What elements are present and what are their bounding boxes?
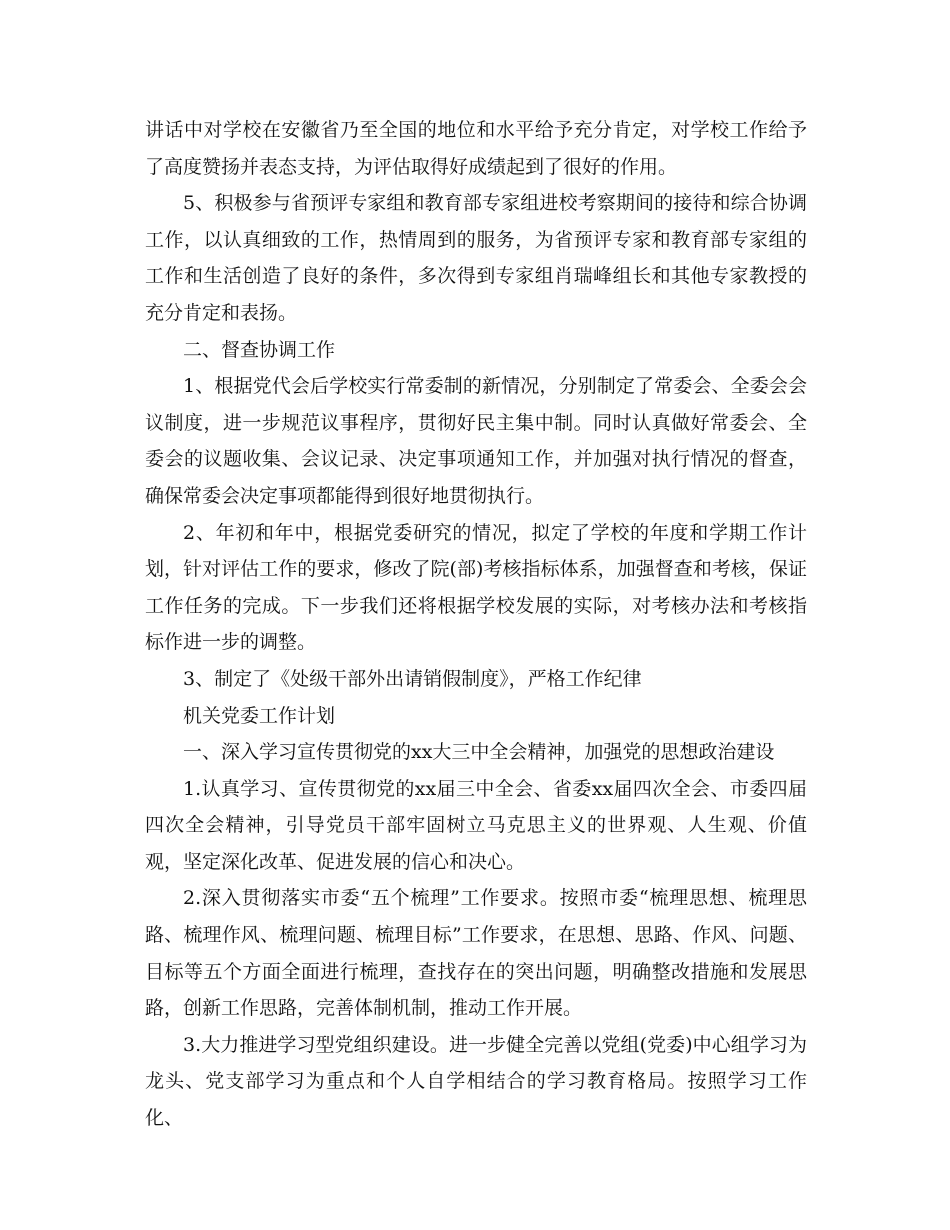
paragraph-item-2-work-plan: 2、年初和年中，根据党委研究的情况，拟定了学校的年度和学期工作计划，针对评估工作的要求，修改了院(部)考核指标体系，加强督查和考核，保证工作任务的完成。下一步我们还将根据学校发展的实际，对考核办法和考核指标作进一步的调整。 — [145, 521, 807, 654]
section-heading-study: 一、深入学习宣传贯彻党的xx大三中全会精神，加强党的思想政治建设 — [183, 741, 775, 764]
paragraph-study-3: 3.大力推进学习型党组织建设。进一步健全完善以党组(党委)中心组学习为龙头、党支部学习为重点和个人自学相结合的学习教育格局。按照学习工作化、 — [145, 1033, 807, 1130]
paragraph-continuation: 讲话中对学校在安徽省乃至全国的地位和水平给予充分肯定，对学校工作给予了高度赞扬并表态支持，为评估取得好成绩起到了很好的作用。 — [145, 119, 807, 178]
paragraph-item-3-leave-system: 3、制定了《处级干部外出请销假制度》，严格工作纪律 — [183, 667, 642, 690]
section-heading-supervision: 二、督查协调工作 — [183, 338, 336, 361]
document-section-title: 机关党委工作计划 — [183, 704, 336, 727]
paragraph-study-2: 2.深入贯彻落实市委“五个梳理”工作要求。按照市委“梳理思想、梳理思路、梳理作风、梳理问题、梳理目标”工作要求，在思想、思路、作风、问题、目标等五个方面全面进行梳理，查找存在的突出问题，明确整改措施和发展思路，创新工作思路，完善体制机制，推动工作开展。 — [145, 887, 807, 1020]
paragraph-item-1-standing-committee: 1、根据党代会后学校实行常委制的新情况，分别制定了常委会、全委会会议制度，进一步规范议事程序，贯彻好民主集中制。同时认真做好常委会、全委会的议题收集、会议记录、决定事项通知工作，并加强对执行情况的督查，确保常委会决定事项都能得到很好地贯彻执行。 — [145, 375, 807, 507]
document-body — [145, 112, 807, 1137]
paragraph-item-5: 5、积极参与省预评专家组和教育部专家组进校考察期间的接待和综合协调工作，以认真细致的工作，热情周到的服务，为省预评专家和教育部专家组的工作和生活创造了良好的条件，多次得到专家组肖瑞峰组长和其他专家教授的充分肯定和表扬。 — [145, 192, 807, 324]
paragraph-study-1: 1.认真学习、宣传贯彻党的xx届三中全会、省委xx届四次全会、市委四届四次全会精神，引导党员干部牢固树立马克思主义的世界观、人生观、价值观，坚定深化改革、促进发展的信心和决心。 — [145, 777, 807, 873]
